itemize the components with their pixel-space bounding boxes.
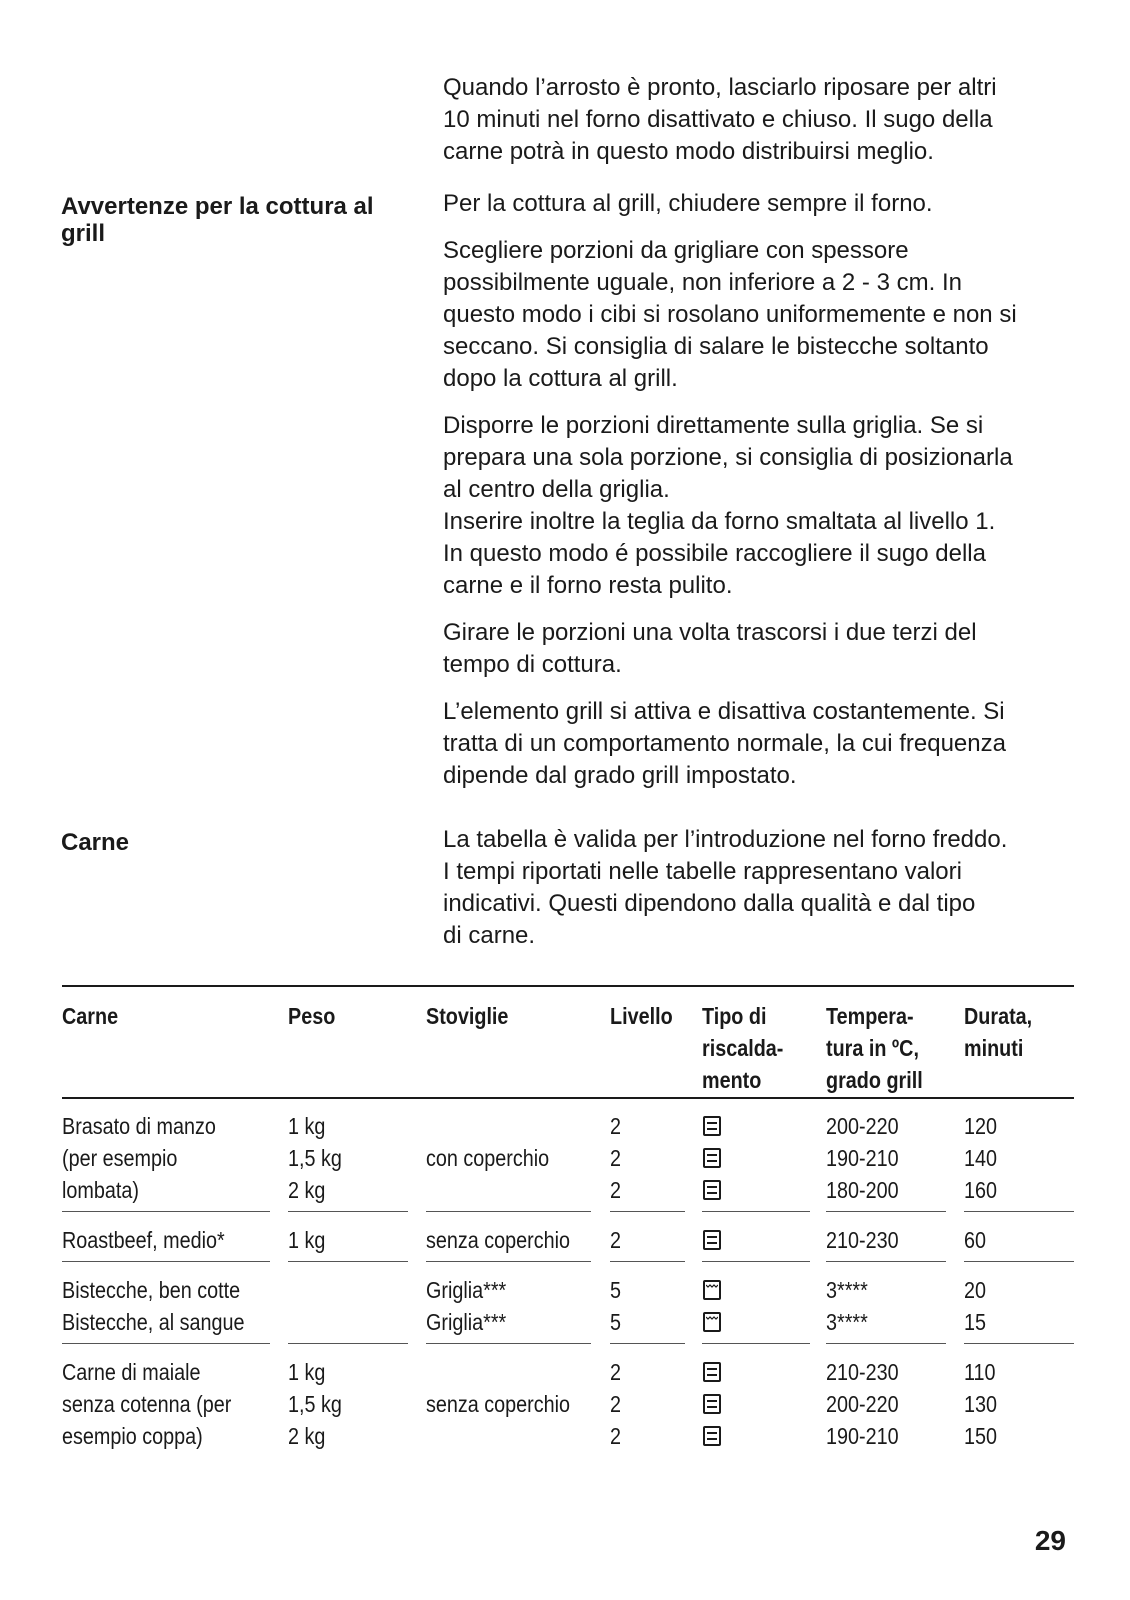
column-header-peso [288,1000,335,1032]
text-line: L’elemento grill si attiva e disattiva costantemente. Si [443,698,1005,725]
cell-stoviglie [426,1224,570,1256]
cell-line: riscalda- [702,1035,784,1061]
table-rule [62,1097,1074,1099]
cell-line: 2 [610,1177,622,1203]
text-line: possibilmente uguale, non inferiore a 2 - 3 cm. In [443,269,962,296]
cell-line: 190-210 [826,1423,899,1449]
top-bottom-heat-icon [703,1426,721,1446]
cell-line: 2 [610,1227,622,1253]
row-divider [702,1211,810,1212]
cell-line: 200-220 [826,1391,899,1417]
column-header-tipo [702,1000,783,1096]
cell-line: Tipo di [702,1003,767,1029]
row-divider [610,1343,685,1344]
top-bottom-heat-icon [703,1148,721,1168]
row-divider [288,1261,408,1262]
row-divider [288,1343,408,1344]
text-line: indicativi. Questi dipendono dalla qualità e dal tipo [443,890,976,917]
text-line: Girare le porzioni una volta trascorsi i due terzi del [443,619,977,646]
top-bottom-heat-icon [703,1362,721,1382]
cell-stoviglie [426,1110,549,1206]
cell-line: 1,5 kg [288,1391,342,1417]
cell-livello [610,1356,621,1452]
text-line: al centro della griglia. [443,476,670,503]
cell-line: Livello [610,1003,673,1029]
grill-icon [703,1312,721,1332]
grill-icon [703,1280,721,1300]
cell-line: minuti [964,1035,1024,1061]
intro-paragraph [443,72,1083,183]
paragraph [443,617,1083,681]
paragraph [443,410,1083,602]
cell-line: 200-220 [826,1113,899,1139]
row-divider [62,1261,270,1262]
cell-line: 2 [610,1423,622,1449]
row-divider [610,1261,685,1262]
cell-line: 2 [610,1145,622,1171]
cell-line: 5 [610,1309,622,1335]
carne-section-heading: Carne [61,829,130,856]
cell-line: con coperchio [426,1145,550,1171]
cell-line: 60 [964,1227,987,1253]
text-line: carne potrà in questo modo distribuirsi meglio. [443,138,934,165]
cell-temp [826,1274,868,1338]
cell-line: Bistecche, al sangue [62,1309,245,1335]
cell-line: lombata) [62,1177,139,1203]
cell-line: Peso [288,1003,336,1029]
cell-line: 120 [964,1113,998,1139]
paragraph [443,188,1083,220]
row-divider [426,1261,591,1262]
text-line: seccano. Si consiglia di salare le bistecche soltanto [443,333,989,360]
column-header-durata [964,1000,1032,1064]
cell-line: Brasato di manzo [62,1113,216,1139]
cell-line: 15 [964,1309,987,1335]
text-line: Quando l’arrosto è pronto, lasciarlo riposare per altri [443,74,997,101]
text-line: tratta di un comportamento normale, la cui frequenza [443,730,1006,757]
cell-line: 2 [610,1391,622,1417]
grill-section-body [443,188,1083,807]
cell-line: 160 [964,1177,998,1203]
carne-section-body [443,824,1083,967]
row-divider [702,1261,810,1262]
cell-line: 5 [610,1277,622,1303]
row-divider [426,1343,591,1344]
row-divider [826,1343,946,1344]
row-divider [964,1343,1074,1344]
cell-line: Stoviglie [426,1003,509,1029]
cell-line: 3**** [826,1277,868,1303]
cell-line: Carne [62,1003,119,1029]
cell-peso [288,1274,293,1338]
paragraph [443,696,1083,792]
cell-temp [826,1224,899,1256]
cell-livello [610,1224,621,1256]
cell-carne [62,1356,231,1452]
text-line: carne e il forno resta pulito. [443,572,733,599]
cell-line: Bistecche, ben cotte [62,1277,241,1303]
cell-durata [964,1274,986,1338]
column-header-carne [62,1000,118,1032]
text-line: di carne. [443,922,536,949]
cell-line: (per esempio [62,1145,178,1171]
text-line: Scegliere porzioni da grigliare con spessore [443,237,909,264]
cell-line: senza coperchio [426,1391,571,1417]
text-line: In questo modo é possibile raccogliere il sugo della [443,540,986,567]
top-bottom-heat-icon [703,1394,721,1414]
cell-line: 110 [964,1359,996,1385]
cell-temp [826,1356,899,1452]
cell-peso [288,1356,342,1452]
cell-line: Griglia*** [426,1277,507,1303]
cell-line: 1,5 kg [288,1145,342,1171]
cell-line: 210-230 [826,1359,899,1385]
cell-line: mento [702,1067,762,1093]
text-line: dipende dal grado grill impostato. [443,762,797,789]
row-divider [702,1343,810,1344]
cell-line: Roastbeef, medio* [62,1227,225,1253]
text-line: Per la cottura al grill, chiudere sempre il forno. [443,190,933,217]
cell-livello [610,1110,621,1206]
text-line: Disporre le porzioni direttamente sulla griglia. Se si [443,412,984,439]
text-line: La tabella è valida per l’introduzione nel forno freddo. [443,826,1008,853]
cell-stoviglie [426,1356,570,1452]
row-divider [826,1211,946,1212]
cell-line: 3**** [826,1309,868,1335]
heading-line: grill [61,220,106,247]
cell-carne [62,1110,216,1206]
cell-line: 180-200 [826,1177,899,1203]
top-bottom-heat-icon [703,1180,721,1200]
text-line: tempo di cottura. [443,651,622,678]
cell-line [288,1274,293,1306]
cell-line: Durata, [964,1003,1033,1029]
row-divider [964,1211,1074,1212]
grill-section-heading [61,193,374,247]
cell-line: 2 [610,1359,622,1385]
cell-carne [62,1274,245,1338]
text-line: Inserire inoltre la teglia da forno smaltata al livello 1. [443,508,996,535]
row-divider [964,1261,1074,1262]
column-header-temp [826,1000,923,1096]
row-divider [288,1211,408,1212]
cell-line: 1 kg [288,1359,326,1385]
paragraph [443,235,1083,395]
heading-line: Avvertenze per la cottura al [61,193,374,220]
cell-line: 150 [964,1423,998,1449]
cell-durata [964,1356,997,1452]
cell-line [426,1420,570,1452]
cell-line: 140 [964,1145,998,1171]
text-line: 10 minuti nel forno disattivato e chiuso. Il sugo della [443,106,993,133]
text-line: I tempi riportati nelle tabelle rappresentano valori [443,858,962,885]
cell-line: Carne di maiale [62,1359,201,1385]
cell-line [288,1306,293,1338]
row-divider [610,1211,685,1212]
cell-line [426,1356,570,1388]
cell-line: tura in ºC, [826,1035,919,1061]
row-divider [826,1261,946,1262]
text-line: prepara una sola porzione, si consiglia di posizionarla [443,444,1013,471]
cell-line: 1 kg [288,1227,326,1253]
cell-line: 1 kg [288,1113,326,1139]
cell-peso [288,1224,325,1256]
cell-line: 2 [610,1113,622,1139]
cell-line [426,1110,549,1142]
cell-line: 130 [964,1391,998,1417]
column-header-stoviglie [426,1000,508,1032]
cell-line: 2 kg [288,1177,326,1203]
table-rule [62,985,1074,987]
cell-durata [964,1110,997,1206]
row-divider [62,1211,270,1212]
cell-carne [62,1224,225,1256]
cell-stoviglie [426,1274,506,1338]
cell-line: Griglia*** [426,1309,507,1335]
cell-temp [826,1110,899,1206]
column-header-livello [610,1000,673,1032]
row-divider [426,1211,591,1212]
cell-line: 20 [964,1277,987,1303]
page-number: 29 [1034,1525,1066,1556]
cell-line: senza cotenna (per [62,1391,232,1417]
cell-line [426,1174,549,1206]
text-line: dopo la cottura al grill. [443,365,678,392]
cell-peso [288,1110,342,1206]
cell-line: 2 kg [288,1423,326,1449]
cell-line: senza coperchio [426,1227,571,1253]
cell-durata [964,1224,986,1256]
cell-line: Tempera- [826,1003,914,1029]
text-line: questo modo i cibi si rosolano uniformemente e non si [443,301,1017,328]
row-divider [62,1343,270,1344]
top-bottom-heat-icon [703,1230,721,1250]
cell-line: esempio coppa) [62,1423,203,1449]
cell-line: 190-210 [826,1145,899,1171]
top-bottom-heat-icon [703,1116,721,1136]
cell-line: 210-230 [826,1227,899,1253]
cell-line: grado grill [826,1067,923,1093]
cell-livello [610,1274,621,1338]
